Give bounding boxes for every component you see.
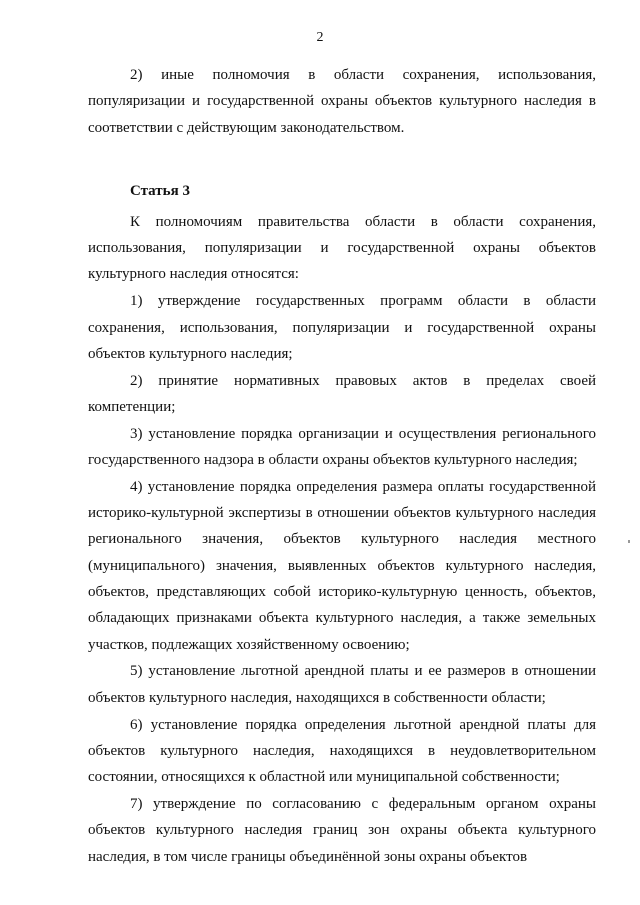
page-number: 2	[316, 30, 324, 45]
list-item-5: 5) установление льготной арендной платы и ее размеров в отношении объектов культурного наследия, находящихся в собственности области;	[88, 663, 596, 706]
article-lead: К полномочиям правительства области в области сохранения, использования, популяризации и государственной охраны объектов культурного наследия относятся:	[88, 213, 596, 283]
list-item-1: 1) утверждение государственных программ области в области сохранения, использования, популяризации и государственной охраны объектов культурного наследия;	[88, 293, 596, 362]
list-item-3: 3) установление порядка организации и осуществления регионального государственного надзора в области охраны объектов культурного наследия;	[88, 425, 596, 469]
list-item-2: 2) принятие нормативных правовых актов в пределах своей компетенции;	[88, 372, 596, 415]
article-title: Статья 3	[130, 182, 190, 199]
section-spacer	[88, 141, 596, 178]
intro-paragraph: 2) иные полномочия в области сохранения, использования, популяризации и государственной охраны объектов культурного наследия в соответствии с действующим законодательством.	[88, 67, 596, 136]
document-body	[88, 62, 596, 870]
list-item-4: 4) установление порядка определения размера оплаты государственной историко-культурной экспертизы в отношении объектов культурного наследия регионального значения, объектов культурного наследия местного (муниципального) значения, выявленных объектов культурного наследия, объектов, представляющих собой историко-культурную ценность, объектов, обладающих признаками объекта культурного наследия, а также земельных участков, подлежащих хозяйственному освоению;	[88, 478, 596, 653]
list-item-6: 6) установление порядка определения льготной арендной платы для объектов культурного наследия, находящихся в неудовлетворительном состоянии, относящихся к областной или муниципальной собственности;	[88, 716, 596, 786]
list-item-7: 7) утверждение по согласованию с федеральным органом охраны объектов культурного наследия границ зон охраны объекта культурного наследия, в том числе границы объединённой зоны охраны объектов	[88, 795, 596, 865]
scan-artifact-mark	[628, 540, 630, 543]
